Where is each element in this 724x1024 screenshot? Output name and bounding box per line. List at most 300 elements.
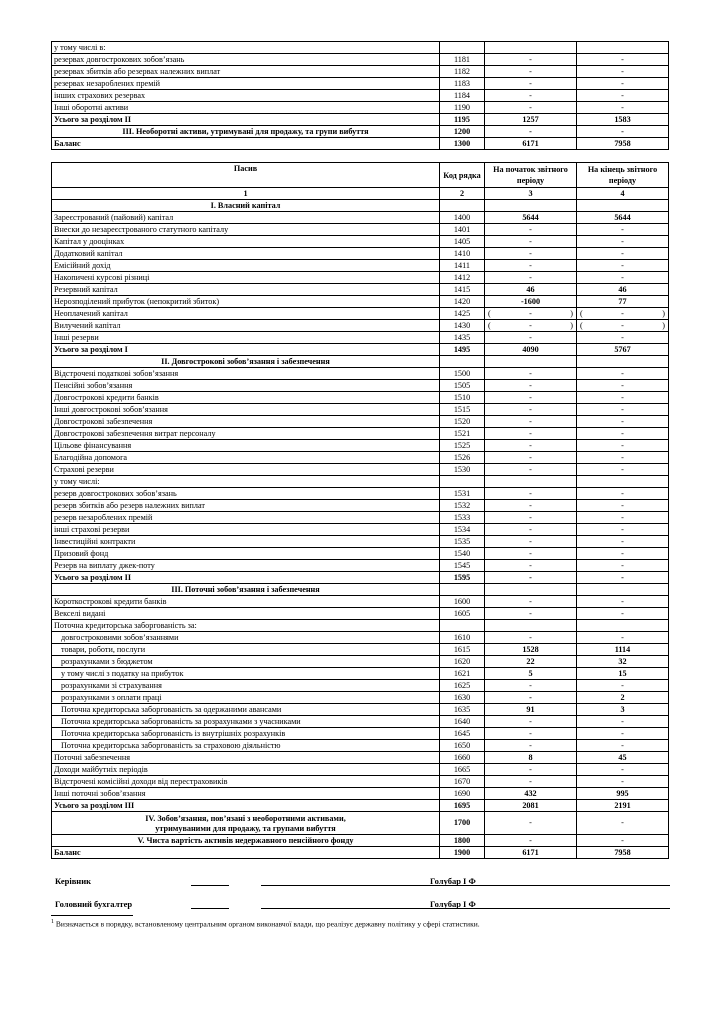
- row-end-value: -: [577, 500, 669, 512]
- row-code: 1425: [440, 308, 485, 320]
- row-name: Усього за розділом IІІ: [52, 800, 440, 812]
- row-start-value: -: [485, 90, 577, 102]
- table-row: [52, 284, 669, 296]
- row-name: Неоплачений капітал: [52, 308, 440, 320]
- row-name: довгостроковими зобов’язаннями: [52, 632, 440, 644]
- row-name: Вилучений капітал: [52, 320, 440, 332]
- row-end-value: -: [577, 452, 669, 464]
- row-code: 1435: [440, 332, 485, 344]
- row-start-value: -: [485, 548, 577, 560]
- row-code: 1412: [440, 272, 485, 284]
- row-code: 1545: [440, 560, 485, 572]
- table-row: [52, 620, 669, 632]
- row-end-value: 15: [577, 668, 669, 680]
- table-row: [52, 296, 669, 308]
- row-end-value: -: [577, 126, 669, 138]
- table-row: [52, 668, 669, 680]
- table-row: [52, 847, 669, 859]
- row-start-value: 8: [485, 752, 577, 764]
- table-row: [52, 560, 669, 572]
- director-name: Голубар І Ф: [430, 876, 476, 886]
- row-end-value: -: [577, 812, 669, 835]
- row-name: Накопичені курсові різниці: [52, 272, 440, 284]
- row-code: 1195: [440, 114, 485, 126]
- row-end-value: -: [577, 728, 669, 740]
- row-code: 1640: [440, 716, 485, 728]
- row-end-value: 2191: [577, 800, 669, 812]
- row-code: 1190: [440, 102, 485, 114]
- table-row: [52, 572, 669, 584]
- row-code: 1531: [440, 488, 485, 500]
- row-end-value-value: -: [621, 309, 624, 318]
- header-num-2: 2: [440, 188, 485, 200]
- row-code: 1182: [440, 66, 485, 78]
- row-code: 1665: [440, 764, 485, 776]
- row-code: 1625: [440, 680, 485, 692]
- table-row: [52, 260, 669, 272]
- assets-tail-table: [51, 41, 669, 150]
- row-name: Поточна кредиторська заборгованість із внутрішніх розрахунків: [52, 728, 440, 740]
- row-start-value: -: [485, 764, 577, 776]
- table-row: [52, 368, 669, 380]
- row-end-value: 1114: [577, 644, 669, 656]
- row-name: резерв довгострокових зобов’язань: [52, 488, 440, 500]
- row-end-value: -: [577, 260, 669, 272]
- row-code: 1650: [440, 740, 485, 752]
- row-name: V. Чиста вартість активів недержавного пенсійного фонду: [52, 835, 440, 847]
- row-code: 1600: [440, 596, 485, 608]
- row-end-value: 7958: [577, 138, 669, 150]
- row-end-value: [577, 200, 669, 212]
- row-name: Короткострокові кредити банків: [52, 596, 440, 608]
- section-title: IІІ. Поточні зобов’язання і забезпечення: [52, 584, 440, 596]
- row-code: 1635: [440, 704, 485, 716]
- row-name: Поточні забезпечення: [52, 752, 440, 764]
- row-name: Капітал у дооцінках: [52, 236, 440, 248]
- row-end-value: 45: [577, 752, 669, 764]
- row-name: Інвестиційні контракти: [52, 536, 440, 548]
- row-start-value: 1257: [485, 114, 577, 126]
- row-start-value: -: [485, 102, 577, 114]
- row-code: 1690: [440, 788, 485, 800]
- row-end-value: -: [577, 78, 669, 90]
- row-name: Поточна кредиторська заборгованість за одержаними авансами: [52, 704, 440, 716]
- row-code: 1420: [440, 296, 485, 308]
- row-start-value: -: [485, 740, 577, 752]
- row-code: 1800: [440, 835, 485, 847]
- row-name: Усього за розділом I: [52, 344, 440, 356]
- row-code: 1500: [440, 368, 485, 380]
- table-row: [52, 248, 669, 260]
- row-start-value: -: [485, 380, 577, 392]
- table-row: [52, 344, 669, 356]
- header-liabilities: Пасив: [52, 163, 440, 188]
- row-start-value: 46: [485, 284, 577, 296]
- section-header-row: [52, 200, 669, 212]
- row-start-value: 1528: [485, 644, 577, 656]
- row-name: Довгострокові забезпечення: [52, 416, 440, 428]
- row-start-value: -: [485, 596, 577, 608]
- row-start-value: ( - ): [485, 308, 577, 320]
- row-end-value: [577, 584, 669, 596]
- row-code: 1630: [440, 692, 485, 704]
- header-end: На кінець звітного періоду: [577, 163, 669, 188]
- table-row: [52, 272, 669, 284]
- row-start-value: 432: [485, 788, 577, 800]
- row-name: Резервний капітал: [52, 284, 440, 296]
- table-row: [52, 524, 669, 536]
- table-row: [52, 800, 669, 812]
- footnote-mark: 1: [51, 919, 54, 925]
- row-start-value: [485, 584, 577, 596]
- table-row: [52, 776, 669, 788]
- row-start-value: -: [485, 728, 577, 740]
- row-start-value: -: [485, 428, 577, 440]
- row-name: Баланс: [52, 847, 440, 859]
- row-end-value: -: [577, 572, 669, 584]
- row-end-value: ( - ): [577, 320, 669, 332]
- row-end-value: -: [577, 224, 669, 236]
- row-end-value: -: [577, 66, 669, 78]
- row-code: 1521: [440, 428, 485, 440]
- table-row: [52, 512, 669, 524]
- section-header-row: [52, 356, 669, 368]
- row-code: 1595: [440, 572, 485, 584]
- row-start-value: -: [485, 560, 577, 572]
- director-label: Керівник: [55, 876, 91, 886]
- row-end-value: 77: [577, 296, 669, 308]
- row-end-value: -: [577, 428, 669, 440]
- row-name: Емісійний дохід: [52, 260, 440, 272]
- table-row: [52, 102, 669, 114]
- row-start-value: -: [485, 776, 577, 788]
- row-name: резервах довгострокових зобов’язань: [52, 54, 440, 66]
- header-start: На початок звітного періоду: [485, 163, 577, 188]
- row-end-value: -: [577, 416, 669, 428]
- row-start-value-value: -: [529, 309, 532, 318]
- table-row: [52, 740, 669, 752]
- row-code: 1620: [440, 656, 485, 668]
- row-end-value: -: [577, 248, 669, 260]
- section-title: [52, 812, 440, 835]
- row-code: 1645: [440, 728, 485, 740]
- row-name: Поточна кредиторська заборгованість за розрахунками з учасниками: [52, 716, 440, 728]
- row-code: 1615: [440, 644, 485, 656]
- table-row: [52, 716, 669, 728]
- row-start-value: [485, 42, 577, 54]
- table-row: [52, 212, 669, 224]
- row-name: Відстрочені комісійні доходи від перестраховиків: [52, 776, 440, 788]
- row-code: 1532: [440, 500, 485, 512]
- row-end-value: -: [577, 368, 669, 380]
- table-row: [52, 42, 669, 54]
- row-code: [440, 356, 485, 368]
- table-row: [52, 488, 669, 500]
- header-num-4: 4: [577, 188, 669, 200]
- row-code: 1535: [440, 536, 485, 548]
- row-end-value: -: [577, 548, 669, 560]
- table-row: [52, 644, 669, 656]
- row-name: Цільове фінансування: [52, 440, 440, 452]
- row-end-value: -: [577, 272, 669, 284]
- row-name: резервах збитків або резервах належних виплат: [52, 66, 440, 78]
- row-end-value: 5767: [577, 344, 669, 356]
- row-code: 1525: [440, 440, 485, 452]
- row-name: Усього за розділом II: [52, 572, 440, 584]
- row-start-value: -: [485, 332, 577, 344]
- row-end-value: [577, 620, 669, 632]
- row-code: [440, 42, 485, 54]
- row-code: 1530: [440, 464, 485, 476]
- row-start-value: 6171: [485, 847, 577, 859]
- row-code: 1300: [440, 138, 485, 150]
- section-title: I. Власний капітал: [52, 200, 440, 212]
- row-code: 1605: [440, 608, 485, 620]
- table-row: [52, 114, 669, 126]
- table-row: [52, 126, 669, 138]
- row-name: у тому числі з податку на прибуток: [52, 668, 440, 680]
- table-row: [52, 224, 669, 236]
- row-start-value: [485, 356, 577, 368]
- row-start-value: [485, 200, 577, 212]
- table-row: [52, 464, 669, 476]
- row-code: 1430: [440, 320, 485, 332]
- row-name: Страхові резерви: [52, 464, 440, 476]
- table-row: [52, 500, 669, 512]
- row-start-value: -: [485, 272, 577, 284]
- row-name: Інші довгострокові зобов’язання: [52, 404, 440, 416]
- row-code: 1510: [440, 392, 485, 404]
- row-name: Інші оборотні активи: [52, 102, 440, 114]
- row-start-value: -: [485, 452, 577, 464]
- row-start-value: -: [485, 248, 577, 260]
- row-start-value: -: [485, 66, 577, 78]
- row-end-value: -: [577, 632, 669, 644]
- footnote-text: Визначається в порядку, встановленому центральним органом виконавчої влади, що реалізує державну політику у сфері статистики.: [55, 919, 480, 929]
- row-name: розрахунками з бюджетом: [52, 656, 440, 668]
- row-start-value: 5644: [485, 212, 577, 224]
- table-row: [52, 428, 669, 440]
- row-code: [440, 200, 485, 212]
- row-code: 1526: [440, 452, 485, 464]
- table-row: [52, 680, 669, 692]
- row-code: 1495: [440, 344, 485, 356]
- row-code: 1410: [440, 248, 485, 260]
- row-name: Зареєстрований (пайовий) капітал: [52, 212, 440, 224]
- accountant-signature-line: [191, 908, 229, 909]
- row-code: 1695: [440, 800, 485, 812]
- row-code: 1400: [440, 212, 485, 224]
- row-code: 1405: [440, 236, 485, 248]
- row-start-value: -: [485, 680, 577, 692]
- row-end-value: -: [577, 332, 669, 344]
- section-title-line-2: утримуваними для продажу, та групами вибуття: [155, 824, 336, 833]
- row-start-value: [485, 476, 577, 488]
- row-start-value: ( - ): [485, 320, 577, 332]
- row-code: [440, 584, 485, 596]
- row-code: 1540: [440, 548, 485, 560]
- row-start-value: -: [485, 392, 577, 404]
- table-row: [52, 704, 669, 716]
- row-end-value: -: [577, 835, 669, 847]
- row-start-value: 6171: [485, 138, 577, 150]
- table-row: [52, 404, 669, 416]
- row-name: Інші резерви: [52, 332, 440, 344]
- row-name: Внески до незареєстрованого статутного капіталу: [52, 224, 440, 236]
- row-code: [440, 620, 485, 632]
- director-signature-line: [191, 885, 229, 886]
- row-start-value: -: [485, 368, 577, 380]
- row-code: 1700: [440, 812, 485, 835]
- table-row: [52, 392, 669, 404]
- accountant-name: Голубар І Ф: [430, 899, 476, 909]
- row-end-value: -: [577, 776, 669, 788]
- row-start-value: 91: [485, 704, 577, 716]
- row-end-value: -: [577, 560, 669, 572]
- row-end-value: -: [577, 608, 669, 620]
- table-row: [52, 476, 669, 488]
- row-name: Резерв на виплату джек-поту: [52, 560, 440, 572]
- table-row: [52, 416, 669, 428]
- row-end-value: 3: [577, 704, 669, 716]
- row-code: 1660: [440, 752, 485, 764]
- row-end-value: 1583: [577, 114, 669, 126]
- row-end-value: 32: [577, 656, 669, 668]
- section-title-line-1: IV. Зобов’язання, пов’язані з необоротними активами,: [145, 814, 346, 823]
- section-title: II. Довгострокові зобов’язання і забезпечення: [52, 356, 440, 368]
- row-end-value: -: [577, 236, 669, 248]
- table-row: [52, 608, 669, 620]
- row-start-value: -: [485, 572, 577, 584]
- liabilities-table: [51, 162, 669, 859]
- row-start-value: -: [485, 54, 577, 66]
- row-name: товари, роботи, послуги: [52, 644, 440, 656]
- row-start-value: 5: [485, 668, 577, 680]
- table-row: [52, 308, 669, 320]
- row-start-value: -1600: [485, 296, 577, 308]
- table-row: [52, 78, 669, 90]
- row-start-value: -: [485, 440, 577, 452]
- table-row: [52, 320, 669, 332]
- table-row: [52, 752, 669, 764]
- row-code: 1610: [440, 632, 485, 644]
- row-code: [440, 476, 485, 488]
- table-row: [52, 90, 669, 102]
- row-end-value: -: [577, 512, 669, 524]
- row-name: Благодійна допомога: [52, 452, 440, 464]
- row-start-value: 2081: [485, 800, 577, 812]
- table-row: [52, 728, 669, 740]
- row-start-value: -: [485, 488, 577, 500]
- row-code: 1621: [440, 668, 485, 680]
- table-row: [52, 764, 669, 776]
- row-end-value: 2: [577, 692, 669, 704]
- row-end-value: -: [577, 536, 669, 548]
- table-row: [52, 656, 669, 668]
- table-row: [52, 452, 669, 464]
- accountant-label: Головний бухгалтер: [55, 899, 133, 909]
- row-end-value: -: [577, 392, 669, 404]
- row-end-value: -: [577, 680, 669, 692]
- row-code: 1505: [440, 380, 485, 392]
- footnote-divider: [51, 915, 133, 916]
- row-code: 1670: [440, 776, 485, 788]
- row-start-value: -: [485, 260, 577, 272]
- row-start-value: -: [485, 632, 577, 644]
- row-end-value: -: [577, 102, 669, 114]
- row-name: у тому числі:: [52, 476, 440, 488]
- row-end-value: -: [577, 740, 669, 752]
- row-end-value: ( - ): [577, 308, 669, 320]
- row-start-value: -: [485, 812, 577, 835]
- row-code: 1900: [440, 847, 485, 859]
- row-start-value: -: [485, 126, 577, 138]
- row-code: 1401: [440, 224, 485, 236]
- row-end-value: [577, 356, 669, 368]
- row-end-value: -: [577, 440, 669, 452]
- row-name: розрахунками з оплати праці: [52, 692, 440, 704]
- row-code: 1183: [440, 78, 485, 90]
- row-name: Нерозподілений прибуток (непокритий збиток): [52, 296, 440, 308]
- row-end-value: [577, 476, 669, 488]
- table-row: [52, 138, 669, 150]
- table-row: [52, 692, 669, 704]
- row-end-value: -: [577, 380, 669, 392]
- table-row: [52, 548, 669, 560]
- section-header-row: [52, 584, 669, 596]
- row-start-value: 4090: [485, 344, 577, 356]
- row-end-value: -: [577, 54, 669, 66]
- row-name: Доходи майбутніх періодів: [52, 764, 440, 776]
- section-header-row: [52, 812, 669, 835]
- table-row: [52, 536, 669, 548]
- table-row: [52, 596, 669, 608]
- row-end-value: -: [577, 488, 669, 500]
- table-row: [52, 835, 669, 847]
- row-start-value: -: [485, 404, 577, 416]
- row-end-value: 5644: [577, 212, 669, 224]
- row-start-value: -: [485, 224, 577, 236]
- row-code: 1533: [440, 512, 485, 524]
- row-code: 1534: [440, 524, 485, 536]
- row-code: 1200: [440, 126, 485, 138]
- row-end-value: 995: [577, 788, 669, 800]
- row-name: Усього за розділом II: [52, 114, 440, 126]
- row-start-value: -: [485, 692, 577, 704]
- row-name: Векселі видані: [52, 608, 440, 620]
- table-row: [52, 440, 669, 452]
- table-row: [52, 66, 669, 78]
- row-start-value: -: [485, 464, 577, 476]
- row-name: інших страхових резервах: [52, 90, 440, 102]
- row-start-value: -: [485, 78, 577, 90]
- row-code: 1520: [440, 416, 485, 428]
- row-code: 1415: [440, 284, 485, 296]
- table-row: [52, 788, 669, 800]
- row-name: Поточна кредиторська заборгованість за:: [52, 620, 440, 632]
- header-code: Код рядка: [440, 163, 485, 188]
- row-name: Призовий фонд: [52, 548, 440, 560]
- table-row: [52, 380, 669, 392]
- row-name: Додатковий капітал: [52, 248, 440, 260]
- footnote: [51, 919, 480, 929]
- table-row: [52, 332, 669, 344]
- row-start-value: -: [485, 716, 577, 728]
- row-start-value: -: [485, 416, 577, 428]
- row-name: інші страхові резерви: [52, 524, 440, 536]
- row-name: резервах незароблених премій: [52, 78, 440, 90]
- header-num-3: 3: [485, 188, 577, 200]
